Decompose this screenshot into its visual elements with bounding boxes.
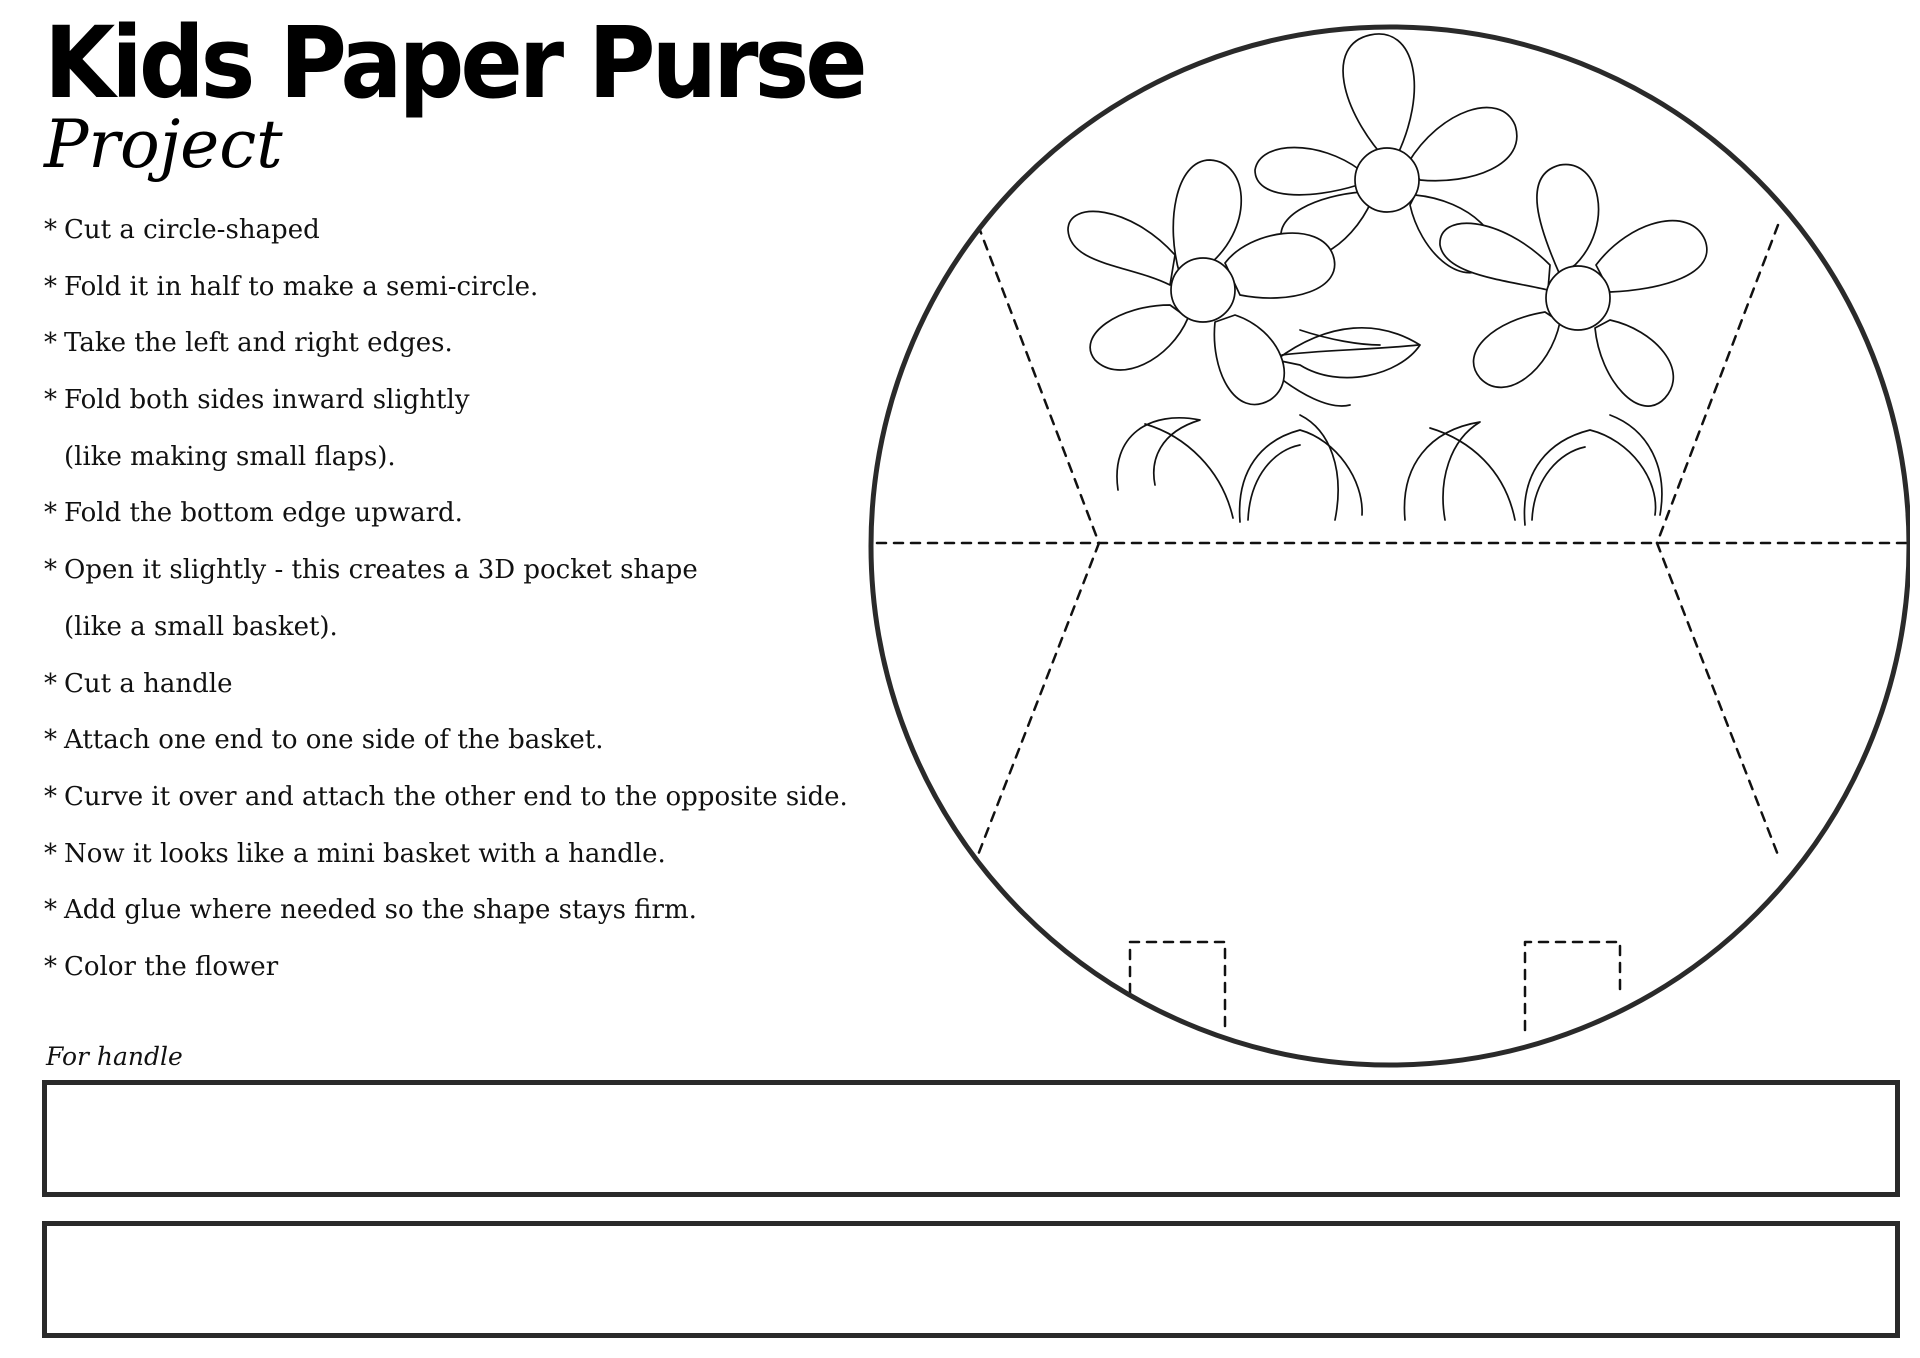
instruction-step: [44, 485, 848, 542]
dashed-glue-tab-icon: [1130, 942, 1620, 1030]
instruction-step-continuation: [44, 599, 848, 656]
instruction-step: [44, 202, 848, 259]
instruction-step: [44, 372, 848, 429]
instruction-text: Now it looks like a mini basket with a handle.: [64, 838, 666, 869]
instruction-step: [44, 542, 848, 599]
bullet-star: *: [44, 838, 57, 869]
instruction-step: [44, 315, 848, 372]
instruction-text: Curve it over and attach the other end to the opposite side.: [64, 781, 848, 812]
instruction-step: [44, 656, 848, 713]
handle-label: For handle: [46, 1042, 183, 1071]
instruction-step: [44, 882, 848, 939]
flower-right: [1440, 164, 1707, 406]
instruction-step-continuation: [44, 429, 848, 486]
instruction-text: Color the flower: [64, 951, 279, 982]
instruction-step: [44, 259, 848, 316]
instruction-text: Open it slightly - this creates a 3D pocket shape: [64, 555, 698, 586]
instruction-text: Cut a handle: [64, 668, 233, 699]
instruction-text: Add glue where needed so the shape stays firm.: [64, 895, 697, 926]
instruction-text: (like making small flaps).: [64, 441, 396, 472]
fold-line-lower-right: [1657, 543, 1778, 855]
bullet-star: *: [44, 328, 57, 359]
instruction-text: Attach one end to one side of the basket.: [64, 725, 604, 756]
instruction-step: [44, 939, 848, 996]
page-subtitle: Project: [44, 106, 283, 183]
bullet-star: *: [44, 498, 57, 529]
bullet-star: *: [44, 668, 57, 699]
bullet-star: *: [44, 951, 57, 982]
instruction-step: [44, 712, 848, 769]
bullet-star: *: [44, 895, 57, 926]
dashed-fold-lines-icon: [860, 225, 1910, 855]
instruction-text: (like a small basket).: [64, 611, 338, 642]
handle-strip-cut-outline: [42, 1080, 1900, 1197]
page-title: Kids Paper Purse: [44, 5, 864, 121]
instruction-step: [44, 769, 848, 826]
instruction-text: Fold the bottom edge upward.: [64, 498, 463, 529]
bullet-star: *: [44, 555, 57, 586]
handle-strip-cut-outline: [42, 1221, 1900, 1338]
bullet-star: *: [44, 271, 57, 302]
instruction-text: Take the left and right edges.: [64, 328, 453, 359]
instruction-list: [44, 202, 848, 996]
instruction-text: Fold it in half to make a semi-circle.: [64, 271, 539, 302]
instruction-text: Fold both sides inward slightly: [64, 385, 470, 416]
fold-line-lower-left: [978, 543, 1099, 855]
bullet-star: *: [44, 385, 57, 416]
flower-left: [1068, 160, 1335, 405]
bullet-star: *: [44, 781, 57, 812]
bullet-star: *: [44, 725, 57, 756]
flower-bouquet-icon: [1068, 34, 1707, 525]
instruction-step: [44, 826, 848, 883]
instruction-text: Cut a circle-shaped: [64, 215, 320, 245]
purse-template: [850, 20, 1910, 1070]
fold-line-upper-left: [978, 225, 1099, 543]
bullet-star: *: [44, 215, 57, 245]
